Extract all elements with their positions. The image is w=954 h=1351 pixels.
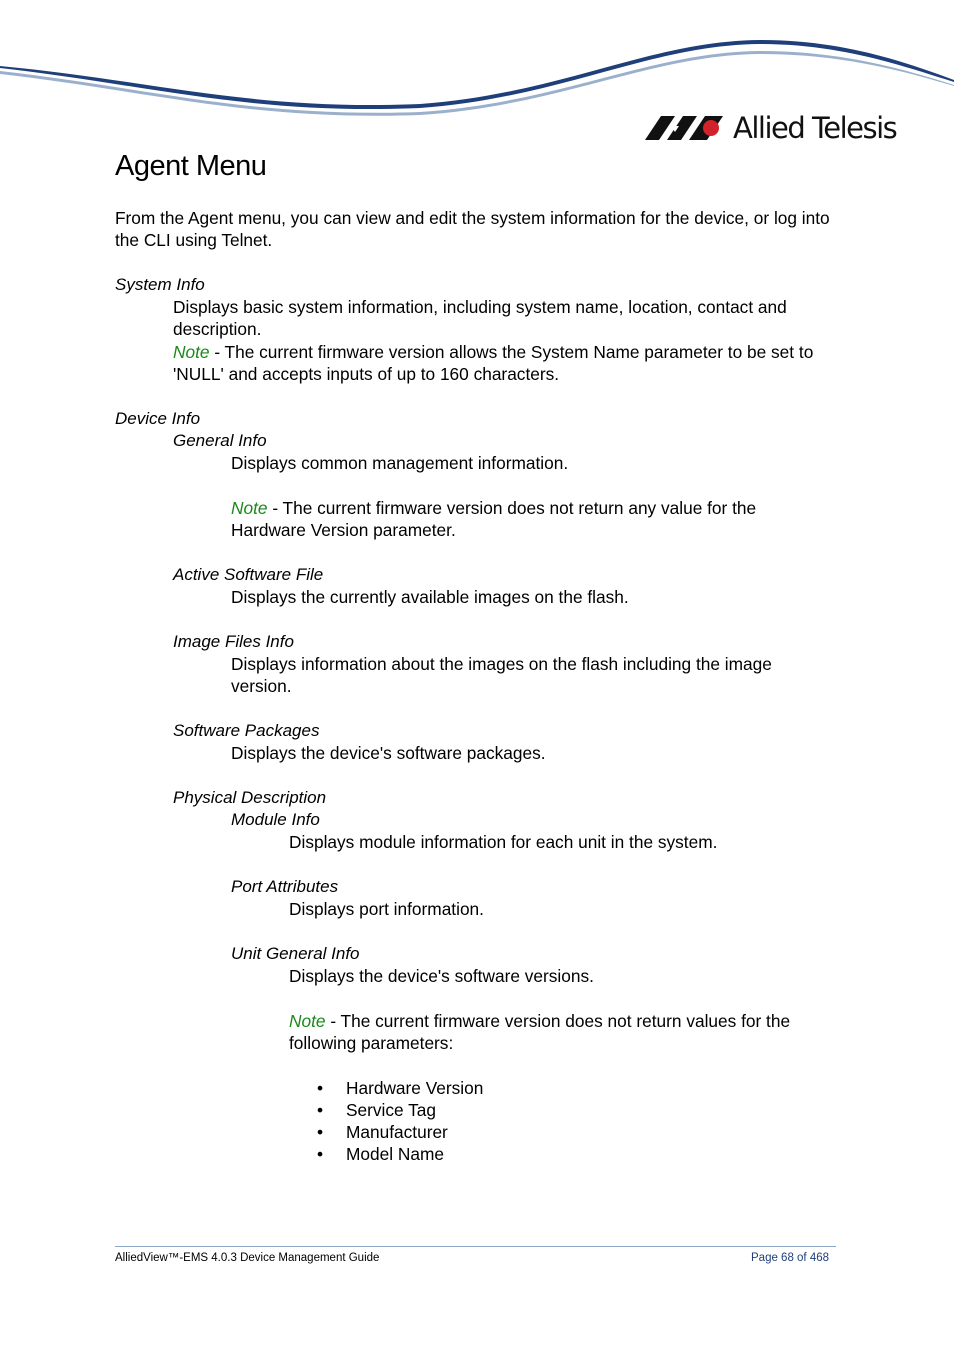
module-info-heading: Module Info bbox=[231, 810, 320, 830]
port-attributes-heading: Port Attributes bbox=[231, 876, 339, 896]
page-title: Agent Menu bbox=[115, 150, 267, 182]
list-item: • Service Tag bbox=[317, 1099, 835, 1121]
logo-text: Allied Telesis bbox=[733, 111, 897, 145]
general-info-desc: Displays common management information. bbox=[231, 453, 569, 474]
list-item: • Hardware Version bbox=[317, 1077, 835, 1099]
system-info-note bbox=[173, 341, 835, 386]
note-text: - The current firmware version does not return any value for the Hardware Version parameter. bbox=[231, 497, 757, 541]
intro-paragraph: From the Agent menu, you can view and edit the system information for the device, or log into the CLI using Telnet. bbox=[115, 208, 830, 251]
active-software-desc: Displays the currently available images on the flash. bbox=[231, 587, 629, 608]
software-packages-desc: Displays the device's software packages. bbox=[231, 743, 546, 764]
device-info-heading: Device Info bbox=[115, 408, 201, 428]
note-label: Note bbox=[289, 1010, 326, 1031]
image-files-desc: Displays information about the images on the flash including the image version. bbox=[231, 653, 772, 697]
note-label: Note bbox=[231, 497, 268, 518]
system-info-desc: Displays basic system information, including system name, location, contact and description. bbox=[173, 297, 787, 340]
footer-divider bbox=[115, 1246, 836, 1247]
unit-general-info-desc: Displays the device's software versions. bbox=[289, 966, 594, 987]
unit-general-info-note bbox=[289, 1010, 835, 1055]
general-info-note bbox=[231, 497, 835, 542]
unit-general-info-heading: Unit General Info bbox=[231, 943, 360, 963]
image-files-heading: Image Files Info bbox=[173, 631, 294, 651]
footer-doc-title: AlliedView™-EMS 4.0.3 Device Management Guide bbox=[115, 1252, 380, 1264]
general-info-heading: General Info bbox=[173, 430, 267, 450]
physical-description-heading: Physical Description bbox=[173, 787, 327, 807]
port-attributes-desc: Displays port information. bbox=[289, 899, 484, 920]
note-label: Note bbox=[173, 341, 210, 362]
system-info-heading: System Info bbox=[115, 274, 205, 294]
footer-page-number: Page 68 of 468 bbox=[751, 1252, 830, 1264]
unsupported-parameters-list bbox=[317, 1077, 835, 1166]
software-packages-heading: Software Packages bbox=[173, 720, 320, 740]
module-info-desc: Displays module information for each unit in the system. bbox=[289, 832, 718, 853]
note-text: - The current firmware version allows the System Name parameter to be set to 'NULL' and accepts inputs of up to 160 characters. bbox=[173, 341, 814, 385]
list-item: • Model Name bbox=[317, 1143, 835, 1165]
active-software-heading: Active Software File bbox=[173, 564, 324, 584]
note-text: - The current firmware version does not return values for the following parameters: bbox=[289, 1010, 791, 1053]
document-body bbox=[115, 207, 835, 1166]
allied-telesis-logo bbox=[645, 108, 905, 148]
logo-mark-icon bbox=[645, 116, 727, 140]
list-item: • Manufacturer bbox=[317, 1121, 835, 1143]
